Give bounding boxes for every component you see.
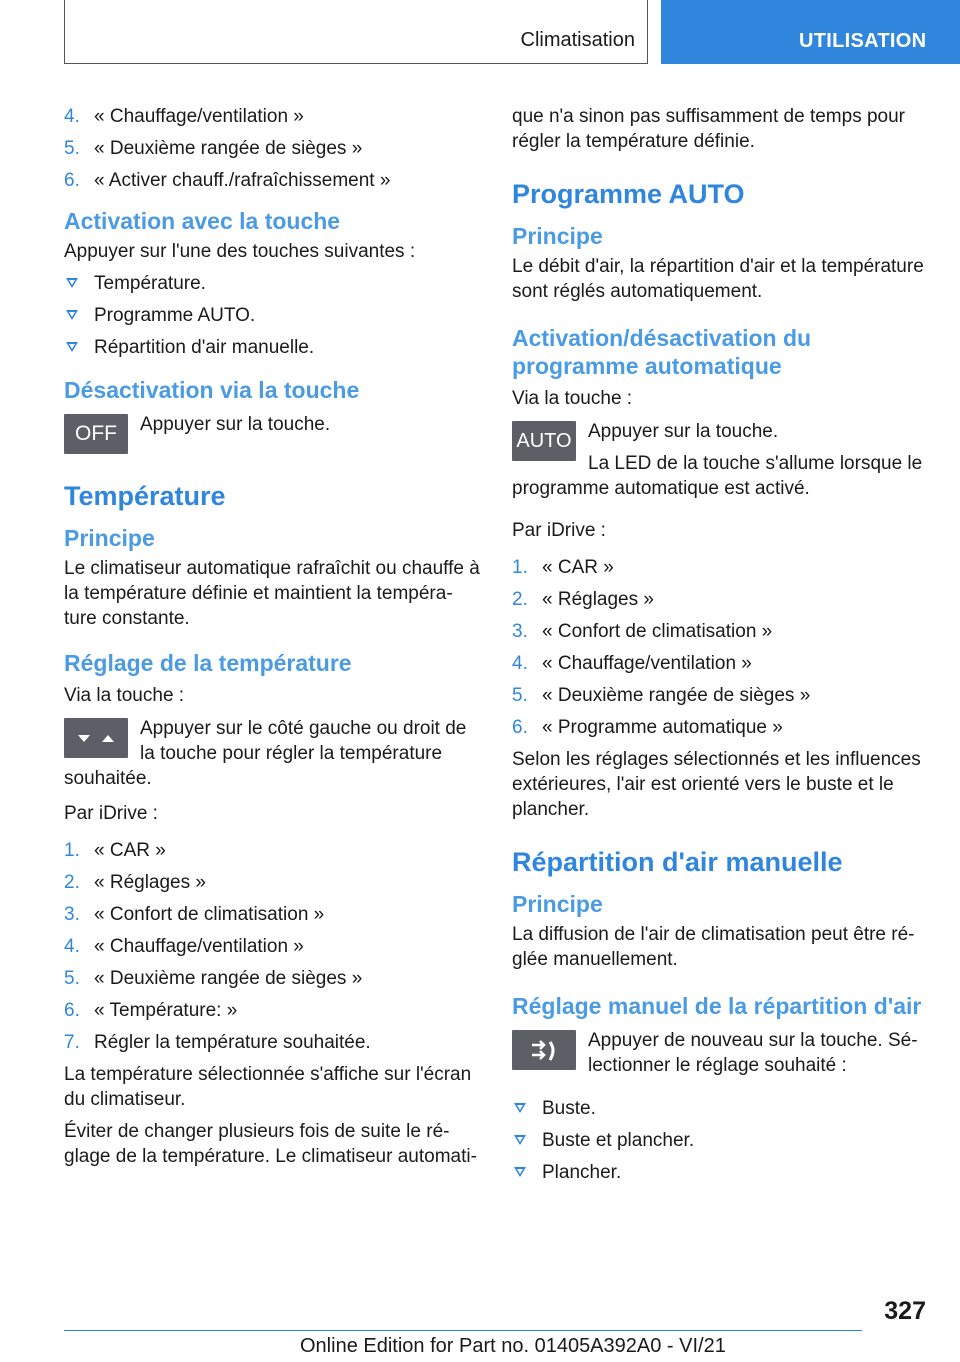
heading-principe-rep: Principe — [512, 891, 603, 917]
temperature-arrows-icon — [64, 718, 128, 758]
triangle-bullet-icon — [514, 1167, 526, 1177]
text-eviter: Éviter de changer plusieurs fois de suite le ré-glage de la température. Le climatiseur automati- — [64, 1121, 477, 1167]
list-item: 2. « Réglages » — [64, 872, 206, 893]
list-item: 1. « CAR » — [64, 840, 166, 861]
text-principe: Le climatiseur automatique rafraîchit ou chauffe à la température définie et maintient la tempéra-ture constante. — [64, 558, 480, 629]
list-item: 6. « Programme automatique » — [512, 717, 783, 738]
text-continued: que n'a sinon pas suffisamment de temps pour régler la température définie. — [512, 106, 906, 152]
bullet-list-air — [512, 1096, 932, 1185]
heading-repartition: Répartition d'air manuelle — [512, 847, 843, 877]
arrows-key-block — [64, 716, 484, 791]
triangle-bullet-icon — [66, 310, 78, 320]
bullet-list-activation — [64, 271, 484, 360]
list-item: Programme AUTO. — [64, 303, 484, 328]
header-left-box — [64, 0, 648, 64]
heading-activation: Activation avec la touche — [64, 208, 341, 234]
list-item: 3. « Confort de climatisation » — [64, 904, 325, 925]
right-column — [512, 104, 932, 1192]
heading-reglage: Réglage de la température — [64, 650, 352, 676]
list-item: 7. Régler la température souhaitée. — [64, 1032, 371, 1053]
text-manuel: Appuyer de nouveau sur la touche. Sé-lectionner le réglage souhaité : — [588, 1030, 918, 1076]
heading-temperature: Température — [64, 481, 226, 511]
list-item: 1. « CAR » — [512, 557, 614, 578]
triangle-bullet-icon — [66, 278, 78, 288]
left-column — [64, 104, 484, 1176]
chapter-tab — [661, 0, 960, 64]
list-item: 4. « Chauffage/ventilation » — [64, 106, 304, 127]
list-item: 3. « Confort de climatisation » — [512, 621, 773, 642]
chapter-label: UTILISATION — [799, 30, 927, 52]
list-item: Plancher. — [512, 1160, 932, 1185]
heading-reglage-manuel: Réglage manuel de la répartition d'air — [512, 993, 922, 1019]
idrive-list — [64, 838, 484, 1055]
footer-divider — [64, 1330, 862, 1331]
footer-edition: Online Edition for Part no. 01405A392A0 - VI/21 — [300, 1335, 726, 1357]
list-item: 5. « Deuxième rangée de sièges » — [64, 968, 363, 989]
text-selon: Selon les réglages sélectionnés et les influences extérieures, l'air est orienté vers le buste et le plancher. — [512, 749, 921, 820]
list-item: 6. « Activer chauff./rafraîchissement » — [64, 170, 391, 191]
manual-key-block — [512, 1028, 932, 1078]
section-title: Climatisation — [520, 29, 635, 51]
list-item: 4. « Chauffage/ventilation » — [64, 936, 304, 957]
triangle-bullet-icon — [514, 1135, 526, 1145]
text-diffusion: La diffusion de l'air de climatisation peut être ré-glée manuellement. — [512, 924, 915, 970]
air-distribution-icon — [512, 1030, 576, 1070]
heading-activ-auto: Activation/désactivation du programme automatique — [512, 325, 812, 379]
auto-key-block — [512, 419, 932, 508]
page-number: 327 — [884, 1297, 926, 1325]
text-principe-auto: Le débit d'air, la répartition d'air et la température sont réglés automatiquement. — [512, 256, 924, 302]
list-item: 5. « Deuxième rangée de sièges » — [512, 685, 811, 706]
list-item: Répartition d'air manuelle. — [64, 335, 484, 360]
list-item: 4. « Chauffage/ventilation » — [512, 653, 752, 674]
list-item: Buste et plancher. — [512, 1128, 932, 1153]
heading-principe-auto: Principe — [512, 223, 603, 249]
text-via: Via la touche : — [64, 685, 185, 706]
heading-auto: Programme AUTO — [512, 179, 745, 209]
idrive-list-auto — [512, 555, 932, 740]
text-auto-1: Appuyer sur la touche. — [588, 421, 779, 442]
text-via-auto: Via la touche : — [512, 388, 633, 409]
heading-principe: Principe — [64, 525, 155, 551]
text-affiche: La température sélectionnée s'affiche sur l'écran du climatiseur. — [64, 1064, 472, 1110]
text-idrive: Par iDrive : — [64, 803, 158, 824]
list-item: Température. — [64, 271, 484, 296]
text-idrive-auto: Par iDrive : — [512, 520, 606, 541]
list-item: 6. « Température: » — [64, 1000, 238, 1021]
text-arrows: Appuyer sur le côté gauche ou droit de la touche pour régler la température souhaitée. — [64, 718, 467, 789]
list-item: Buste. — [512, 1096, 932, 1121]
triangle-bullet-icon — [514, 1103, 526, 1113]
text-auto-2: La LED de la touche s'allume lorsque le programme automatique est activé. — [512, 453, 923, 499]
list-item: 5. « Deuxième rangée de sièges » — [64, 138, 363, 159]
off-key-block — [64, 412, 484, 458]
heading-desactivation: Désactivation via la touche — [64, 377, 360, 403]
text-off: Appuyer sur la touche. — [140, 414, 331, 435]
triangle-bullet-icon — [66, 342, 78, 352]
off-key-icon: OFF — [64, 414, 128, 454]
continued-list — [64, 104, 484, 193]
list-item: 2. « Réglages » — [512, 589, 654, 610]
auto-key-icon: AUTO — [512, 421, 576, 461]
text-activation: Appuyer sur l'une des touches suivantes : — [64, 241, 416, 262]
